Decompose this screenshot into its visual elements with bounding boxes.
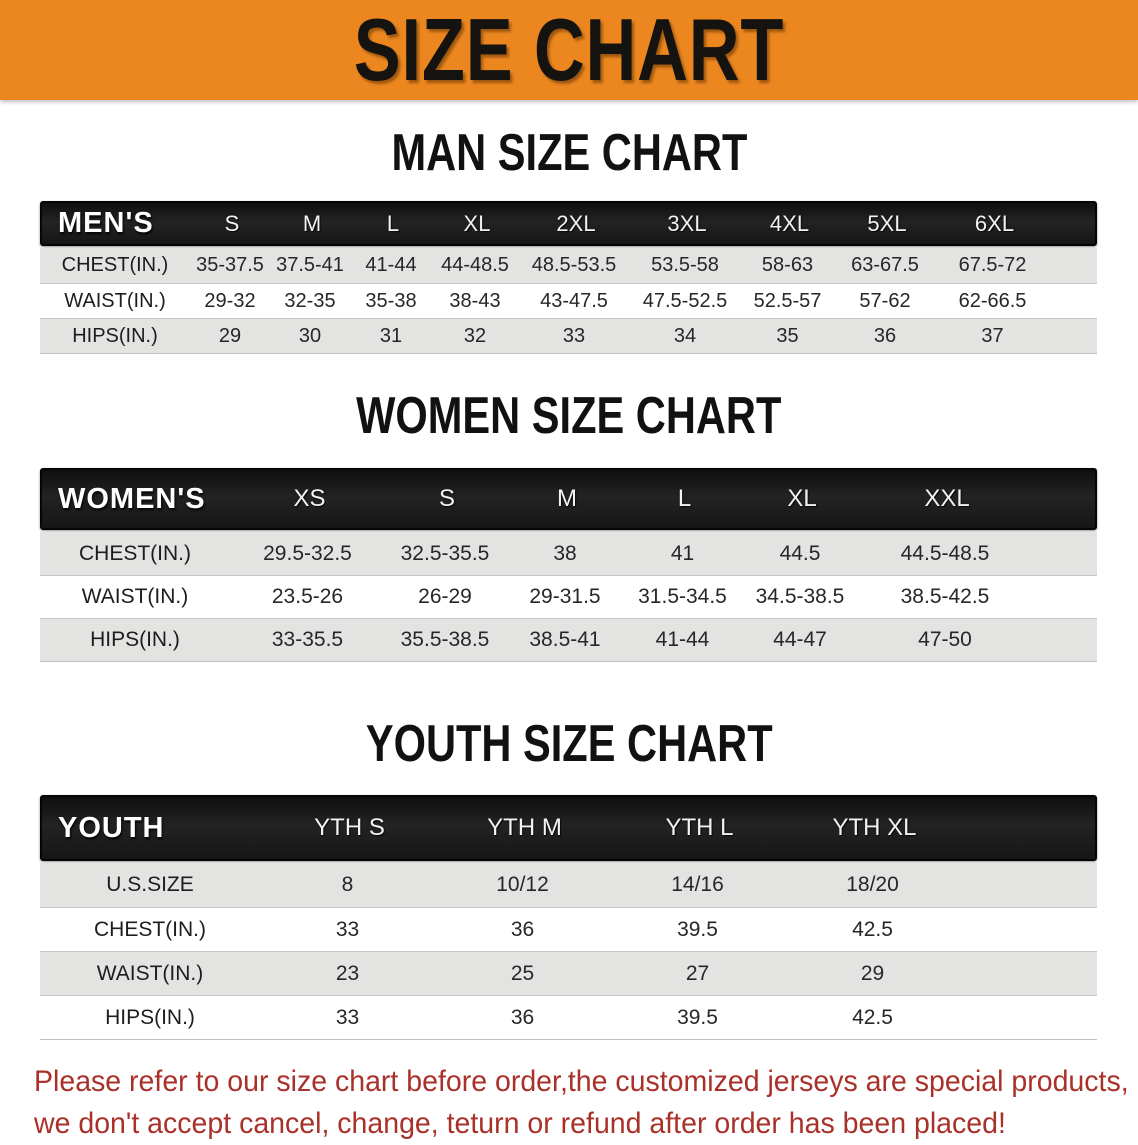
size-cell: 63-67.5 bbox=[851, 254, 919, 276]
column-header: XL bbox=[787, 485, 817, 512]
banner bbox=[0, 0, 1138, 100]
size-cell: 32 bbox=[463, 324, 487, 347]
size-cell: 44-48.5 bbox=[441, 254, 509, 276]
size-cell: 38 bbox=[553, 541, 577, 565]
size-cell: 57-62 bbox=[859, 289, 911, 312]
size-cell: 41-44 bbox=[655, 628, 710, 651]
table-row bbox=[40, 863, 1097, 907]
size-cell: 33 bbox=[335, 917, 360, 941]
size-cell: 33 bbox=[335, 1005, 360, 1029]
column-header: L bbox=[386, 210, 400, 236]
size-cell: 42.5 bbox=[852, 917, 893, 941]
size-cell: 41 bbox=[670, 541, 695, 565]
youth-group-label: YOUTH bbox=[58, 811, 165, 844]
women-table-header-row bbox=[40, 468, 1097, 530]
size-cell: 8 bbox=[341, 873, 354, 896]
size-cell: 38.5-42.5 bbox=[900, 585, 990, 608]
youth-section-title bbox=[0, 715, 1138, 773]
size-cell: 43-47.5 bbox=[540, 289, 608, 312]
table-row bbox=[40, 951, 1097, 995]
size-cell: 41-44 bbox=[365, 254, 417, 276]
size-cell: 39.5 bbox=[677, 917, 718, 941]
size-cell: 23 bbox=[335, 961, 360, 985]
women-group-label: WOMEN'S bbox=[58, 482, 206, 515]
size-cell: 37 bbox=[981, 324, 1004, 347]
size-cell: 29-31.5 bbox=[529, 585, 601, 608]
men-group-label: MEN'S bbox=[58, 207, 154, 239]
women-section-title bbox=[0, 387, 1138, 445]
size-cell: 29 bbox=[860, 961, 885, 985]
disclaimer-line-1: Please refer to our size chart before order,the customized jerseys are special products, bbox=[34, 1065, 1129, 1098]
size-cell: 25 bbox=[510, 961, 535, 985]
size-cell: 44.5-48.5 bbox=[900, 541, 990, 565]
row-label: HIPS(IN.) bbox=[90, 628, 180, 651]
size-cell: 32.5-35.5 bbox=[400, 541, 490, 565]
size-cell: 52.5-57 bbox=[753, 289, 822, 312]
column-header: 5XL bbox=[867, 210, 907, 236]
men-size-table bbox=[40, 201, 1097, 354]
size-cell: 39.5 bbox=[677, 1005, 718, 1029]
disclaimer-line-2: we don't accept cancel, change, teturn or refund after order has been placed! bbox=[34, 1107, 1006, 1140]
column-header: XS bbox=[293, 485, 326, 512]
column-header: YTH L bbox=[665, 814, 734, 841]
column-header: 2XL bbox=[556, 210, 596, 236]
column-header: 4XL bbox=[769, 210, 810, 236]
size-cell: 37.5-41 bbox=[276, 254, 344, 276]
column-header: YTH XL bbox=[832, 814, 917, 841]
size-cell: 27 bbox=[685, 961, 710, 985]
row-label: U.S.SIZE bbox=[106, 873, 194, 896]
size-cell: 33 bbox=[562, 324, 586, 347]
column-header: XL bbox=[463, 210, 491, 236]
table-row bbox=[40, 283, 1097, 318]
size-cell: 53.5-58 bbox=[651, 254, 719, 276]
table-row bbox=[40, 575, 1097, 618]
row-label: WAIST(IN.) bbox=[96, 961, 204, 985]
size-cell: 10/12 bbox=[496, 873, 549, 896]
column-header: YTH M bbox=[487, 814, 562, 841]
row-label: HIPS(IN.) bbox=[105, 1005, 195, 1029]
size-cell: 47-50 bbox=[918, 628, 972, 651]
column-header: S bbox=[438, 485, 455, 512]
column-header: S bbox=[224, 210, 240, 236]
size-cell: 29 bbox=[218, 324, 242, 347]
size-cell: 35-38 bbox=[365, 289, 417, 312]
row-label: WAIST(IN.) bbox=[81, 585, 189, 608]
table-row bbox=[40, 248, 1097, 283]
size-cell: 44-47 bbox=[773, 628, 827, 651]
size-cell: 67.5-72 bbox=[958, 254, 1027, 276]
column-header: XXL bbox=[924, 485, 970, 512]
size-cell: 30 bbox=[298, 324, 322, 347]
table-row bbox=[40, 532, 1097, 575]
column-header: YTH S bbox=[314, 814, 385, 841]
size-cell: 26-29 bbox=[418, 585, 472, 608]
size-cell: 29-32 bbox=[204, 289, 256, 312]
column-header: 3XL bbox=[667, 210, 707, 236]
size-cell: 31 bbox=[379, 324, 403, 347]
column-header: L bbox=[677, 485, 692, 512]
size-cell: 58-63 bbox=[761, 254, 814, 276]
table-row bbox=[40, 995, 1097, 1039]
row-label: WAIST(IN.) bbox=[64, 289, 166, 312]
size-cell: 18/20 bbox=[846, 873, 899, 896]
size-cell: 62-66.5 bbox=[958, 289, 1027, 312]
women-section-title-text: WOMEN SIZE CHART bbox=[356, 387, 782, 445]
size-cell: 14/16 bbox=[671, 873, 724, 896]
size-cell: 42.5 bbox=[852, 1005, 893, 1029]
size-cell: 35 bbox=[776, 324, 799, 347]
size-cell: 29.5-32.5 bbox=[263, 541, 352, 565]
size-cell: 35.5-38.5 bbox=[400, 628, 490, 651]
size-cell: 36 bbox=[510, 1005, 535, 1029]
youth-size-table bbox=[40, 795, 1097, 1040]
size-cell: 23.5-26 bbox=[271, 585, 344, 608]
size-cell: 35-37.5 bbox=[196, 254, 264, 276]
column-header: M bbox=[302, 210, 322, 236]
column-header: M bbox=[557, 485, 577, 512]
table-row bbox=[40, 907, 1097, 951]
men-table-header-row bbox=[40, 201, 1097, 246]
page-title: SIZE CHART bbox=[353, 0, 785, 99]
column-header: 6XL bbox=[974, 210, 1015, 236]
size-cell: 36 bbox=[873, 324, 897, 347]
size-cell: 32-35 bbox=[284, 289, 336, 312]
women-size-table bbox=[40, 468, 1097, 662]
size-cell: 33-35.5 bbox=[271, 628, 344, 651]
youth-table-header-row bbox=[40, 795, 1097, 861]
table-row bbox=[40, 318, 1097, 353]
size-cell: 34.5-38.5 bbox=[755, 585, 845, 608]
youth-section-title-text: YOUTH SIZE CHART bbox=[365, 715, 773, 773]
size-cell: 47.5-52.5 bbox=[642, 289, 728, 312]
size-cell: 44.5 bbox=[779, 541, 821, 565]
men-section-title bbox=[0, 124, 1138, 182]
size-cell: 38.5-41 bbox=[529, 628, 601, 651]
size-cell: 34 bbox=[673, 324, 697, 347]
table-row bbox=[40, 618, 1097, 661]
size-cell: 48.5-53.5 bbox=[531, 254, 617, 276]
row-label: CHEST(IN.) bbox=[94, 917, 206, 941]
row-label: CHEST(IN.) bbox=[79, 541, 191, 565]
size-cell: 31.5-34.5 bbox=[638, 585, 727, 608]
row-label: HIPS(IN.) bbox=[72, 324, 158, 347]
row-label: CHEST(IN.) bbox=[61, 254, 169, 276]
men-section-title-text: MAN SIZE CHART bbox=[391, 124, 747, 182]
disclaimer bbox=[0, 1061, 1138, 1145]
size-cell: 36 bbox=[510, 917, 535, 941]
size-cell: 38-43 bbox=[449, 289, 501, 312]
